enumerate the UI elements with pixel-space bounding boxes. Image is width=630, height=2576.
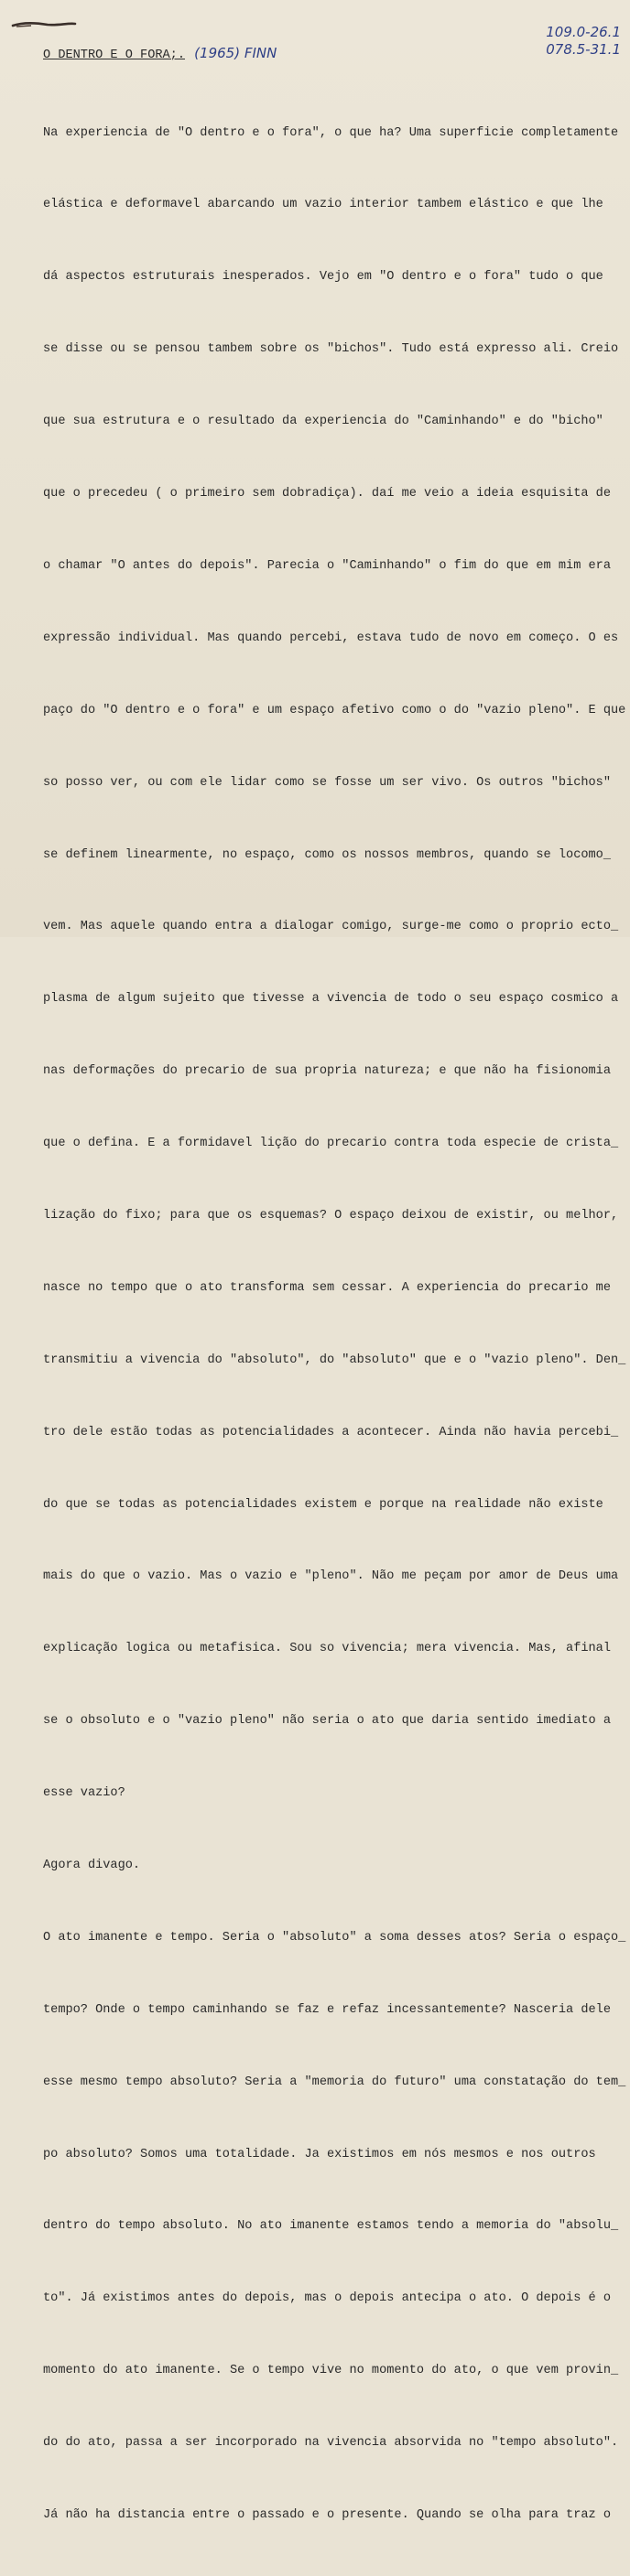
text-line: explicação logica ou metafisica. Sou so vivencia; mera vivencia. Mas, afinal: [43, 1642, 611, 1656]
text-line: do do ato, passa a ser incorporado na vivencia absorvida no "tempo absoluto".: [43, 2436, 619, 2451]
text-line: paço do "O dentro e o fora" e um espaço afetivo como o do "vazio pleno". E que: [43, 703, 626, 717]
text-line: esse vazio?: [43, 1786, 125, 1801]
reference-code-1: 109.0-26.1: [546, 24, 621, 40]
document-title: O DENTRO E O FORA;.: [43, 49, 185, 62]
text-line: transmitiu a vivencia do "absoluto", do "absoluto" que e o "vazio pleno". Den_: [43, 1353, 626, 1367]
text-line: que o defina. E a formidavel lição do precario contra toda especie de crista_: [43, 1137, 619, 1151]
text-line: O ato imanente e tempo. Seria o "absoluto" a soma desses atos? Seria o espaço_: [43, 1930, 626, 1945]
text-line: Agora divago.: [43, 1858, 141, 1872]
typed-body: [43, 73, 626, 2576]
reference-code-2: 078.5-31.1: [546, 41, 621, 58]
text-line: lização do fixo; para que os esquemas? O espaço deixou de existir, ou melhor,: [43, 1208, 619, 1223]
text-line: dentro do tempo absoluto. No ato imanente estamos tendo a memoria do "absolu_: [43, 2219, 619, 2234]
text-line: dá aspectos estruturais inesperados. Vejo em "O dentro e o fora" tudo o que: [43, 270, 603, 285]
text-line: vem. Mas aquele quando entra a dialogar comigo, surge-me como o proprio ecto_: [43, 920, 619, 934]
text-line: esse mesmo tempo absoluto? Seria a "memoria do futuro" uma constatação do tem_: [43, 2075, 626, 2089]
document-title-line: [43, 44, 611, 65]
text-line: nasce no tempo que o ato transforma sem cessar. A experiencia do precario me: [43, 1280, 611, 1295]
text-line: do que se todas as potencialidades existem e porque na realidade não existe: [43, 1497, 603, 1512]
text-line: que sua estrutura e o resultado da experiencia do "Caminhando" e do "bicho": [43, 415, 603, 429]
text-line: elástica e deformavel abarcando um vazio interior tambem elástico e que lhe: [43, 198, 603, 212]
text-line: momento do ato imanente. Se o tempo vive no momento do ato, o que vem provin_: [43, 2364, 619, 2378]
text-line: nas deformações do precario de sua propria natureza; e que não ha fisionomia: [43, 1064, 611, 1079]
text-line: po absoluto? Somos uma totalidade. Ja existimos em nós mesmos e nos outros: [43, 2147, 596, 2161]
handwritten-date-annotation: (1965) FINN: [194, 45, 277, 61]
text-line: se definem linearmente, no espaço, como os nossos membros, quando se locomo_: [43, 847, 611, 862]
ink-mark: [11, 20, 77, 29]
text-line: so posso ver, ou com ele lidar como se fosse um ser vivo. Os outros "bichos": [43, 775, 611, 790]
text-line: expressão individual. Mas quando percebi, estava tudo de novo em começo. O es: [43, 631, 619, 645]
text-line: tempo? Onde o tempo caminhando se faz e refaz incessantemente? Nasceria dele: [43, 2002, 611, 2017]
text-line: se disse ou se pensou tambem sobre os "bichos". Tudo está expresso ali. Creio: [43, 342, 619, 357]
text-line: tro dele estão todas as potencialidades a acontecer. Ainda não havia percebi_: [43, 1425, 619, 1439]
text-line: que o precedeu ( o primeiro sem dobradiça). daí me veio a ideia esquisita de: [43, 487, 611, 501]
text-line: o chamar "O antes do depois". Parecia o "Caminhando" o fim do que em mim era: [43, 558, 611, 573]
text-line: plasma de algum sujeito que tivesse a vivencia de todo o seu espaço cosmico a: [43, 992, 619, 1007]
text-line: to". Já existimos antes do depois, mas o depois antecipa o ato. O depois é o: [43, 2291, 611, 2306]
text-line: se o obsoluto e o "vazio pleno" não seria o ato que daria sentido imediato a: [43, 1714, 611, 1729]
text-line: mais do que o vazio. Mas o vazio e "pleno". Não me peçam por amor de Deus uma: [43, 1569, 619, 1584]
text-line: Já não ha distancia entre o passado e o presente. Quando se olha para traz o: [43, 2507, 611, 2522]
text-line: Na experiencia de "O dentro e o fora", o que ha? Uma superficie completamente: [43, 125, 619, 140]
